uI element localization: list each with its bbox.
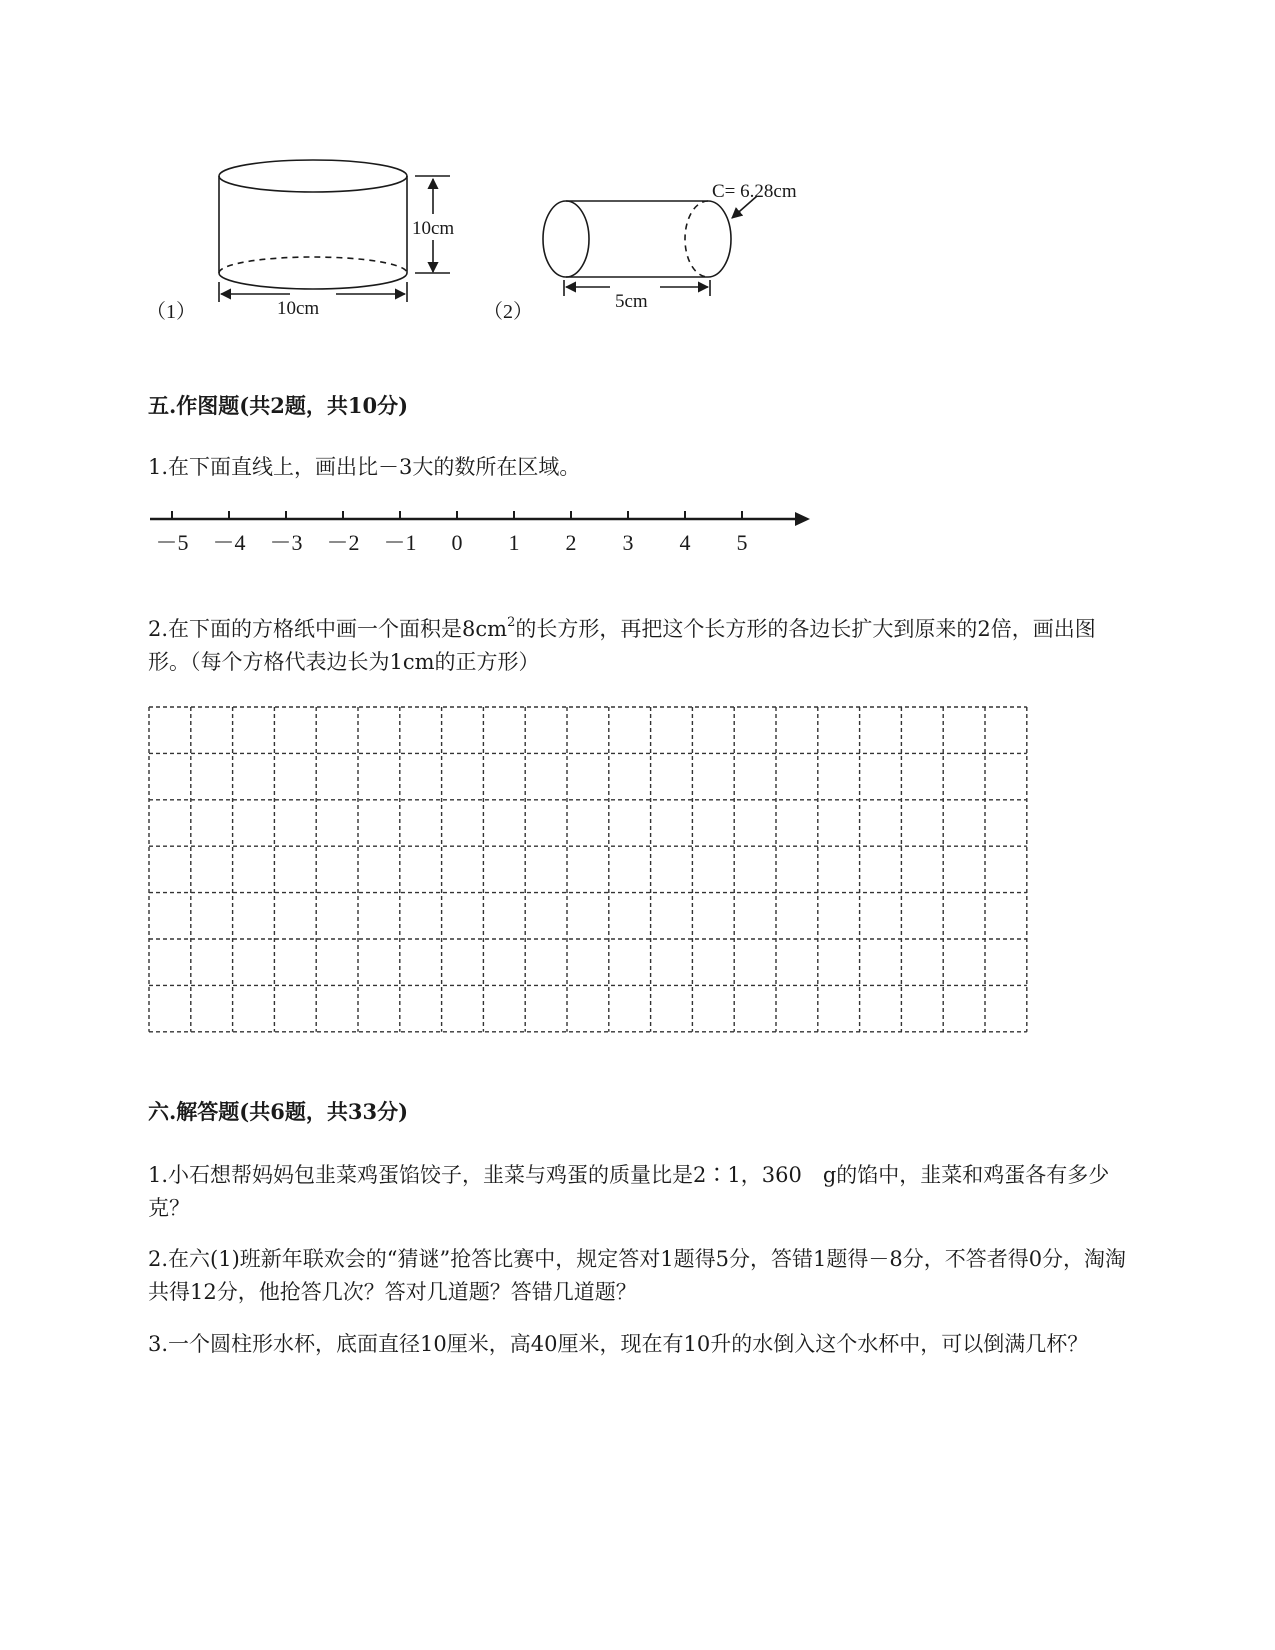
cylinder-figures: [0, 150, 900, 340]
section-5-question-2: [148, 613, 1128, 679]
section-5-question-1: 1.在下面直线上，画出比－3大的数所在区域。: [148, 455, 581, 479]
question-2-text-end: 的长方形，再把这个长方形的各边长扩大到原来的2倍，画出图形。（每个方格代表边长为1cm的正方形）: [148, 617, 1096, 674]
superscript-2: 2: [507, 615, 516, 630]
cylinder-1-diameter-label: 10cm: [277, 298, 320, 319]
number-line-arrowhead: [795, 512, 810, 526]
number-line-tick-label: 2: [565, 530, 577, 555]
number-line-tick-label: －2: [326, 530, 360, 555]
cylinder-1-index: （1）: [146, 301, 196, 323]
number-line-tick-label: －1: [383, 530, 417, 555]
number-line-tick-label: 3: [622, 530, 634, 555]
section-6-title: 六.解答题(共6题，共33分): [148, 1099, 409, 1124]
section-6-question-3: 3.一个圆柱形水杯，底面直径10厘米，高40厘米，现在有10升的水倒入这个水杯中，可以倒满几杯？: [148, 1332, 1089, 1356]
section-6-question-2: 2.在六(1)班新年联欢会的“猜谜”抢答比赛中，规定答对1题得5分，答错1题得－8分，不答者得0分，淘淘共得12分，他抢答几次？答对几道题？答错几道题？: [148, 1247, 1127, 1304]
number-line-tick-label: －4: [212, 530, 246, 555]
cylinder-2-index: （2）: [483, 301, 533, 323]
number-line-tick-label: 0: [451, 530, 463, 555]
number-line-tick-label: －3: [269, 530, 303, 555]
square-grid: [146, 704, 1032, 1036]
number-line-tick-label: 5: [736, 530, 748, 555]
cylinder-1-height-label: 10cm: [412, 218, 455, 239]
cylinder-2-length-label: 5cm: [615, 291, 648, 312]
number-line-tick-label: 1: [508, 530, 520, 555]
cylinder-2-circumference-label: C= 6.28cm: [712, 181, 797, 202]
section-6-question-1: 1.小石想帮妈妈包韭菜鸡蛋馅饺子，韭菜与鸡蛋的质量比是2∶1，360 g的馅中，韭菜和鸡蛋各有多少克？: [148, 1163, 1110, 1220]
section-5-title: 五.作图题(共2题，共10分): [148, 393, 409, 418]
cylinder-2: [543, 196, 757, 296]
number-line-tick-label: －5: [155, 530, 189, 555]
number-line-tick-label: 4: [679, 530, 691, 555]
number-line: [140, 500, 830, 570]
question-2-text-start: 2.在下面的方格纸中画一个面积是8cm: [148, 617, 508, 641]
